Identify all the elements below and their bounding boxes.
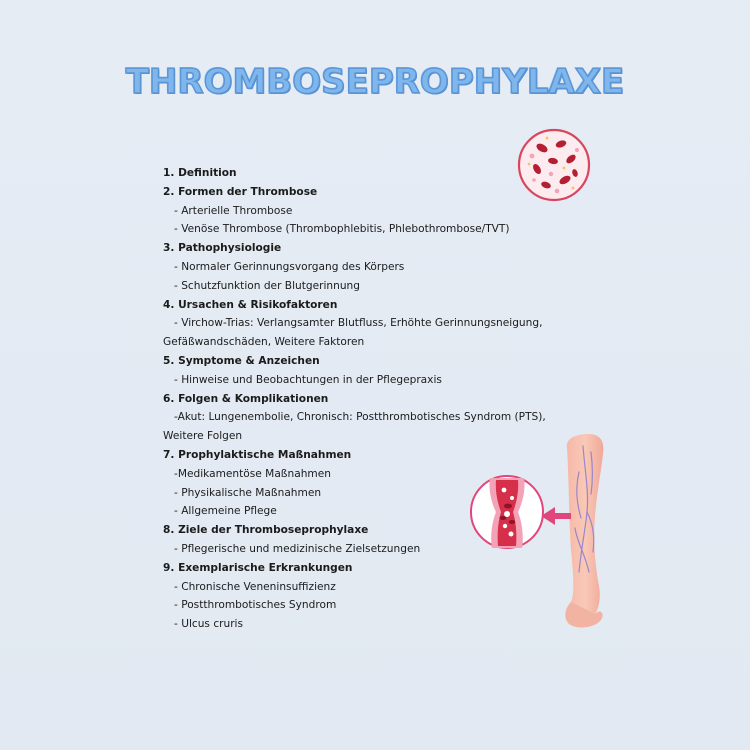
outline-heading: 2. Formen der Thrombose <box>163 185 318 198</box>
outline-item: - Physikalische Maßnahmen <box>174 486 322 499</box>
outline-heading: 1. Definition <box>163 167 237 179</box>
outline-heading: 6. Folgen & Komplikationen <box>163 392 329 405</box>
outline-heading: 3. Pathophysiologie <box>163 242 282 255</box>
outline-item: - Postthrombotisches Syndrom <box>174 599 337 612</box>
outline-heading: 5. Symptome & Anzeichen <box>163 354 320 367</box>
outline-item: - Schutzfunktion der Blutgerinnung <box>174 279 361 292</box>
outline-item: Gefäßwandschäden, Weitere Faktoren <box>163 336 365 349</box>
outline-item: - Normaler Gerinnungsvorgang des Körpers <box>174 260 405 273</box>
outline-item: - Virchow-Trias: Verlangsamter Blutfluss, Erhöhte Gerinnungsneigung, <box>174 317 543 330</box>
outline-list <box>163 164 583 634</box>
outline-heading: 7. Prophylaktische Maßnahmen <box>163 448 352 461</box>
outline-item: -Akut: Lungenembolie, Chronisch: Postthrombotisches Syndrom (PTS), <box>174 411 546 424</box>
outline-item: - Pflegerische und medizinische Zielsetzungen <box>174 542 421 555</box>
outline-item: - Arterielle Thrombose <box>174 204 293 217</box>
outline-item: - Hinweise und Beobachtungen in der Pflegepraxis <box>174 373 442 386</box>
outline-heading: 4. Ursachen & Risikofaktoren <box>163 298 338 311</box>
outline-item: - Allgemeine Pflege <box>174 505 277 518</box>
outline-item: Weitere Folgen <box>163 430 243 443</box>
outline-heading: 9. Exemplarische Erkrankungen <box>163 561 353 574</box>
outline-heading: 8. Ziele der Thromboseprophylaxe <box>163 524 369 537</box>
outline-item: - Venöse Thrombose (Thrombophlebitis, Phlebothrombose/TVT) <box>174 223 510 236</box>
outline-item: - Ulcus cruris <box>174 618 244 631</box>
outline-item: -Medikamentöse Maßnahmen <box>174 467 331 480</box>
outline-item: - Chronische Veneninsuffizienz <box>174 580 336 593</box>
page-title: THROMBOSEPROPHYLAXE <box>125 62 625 102</box>
